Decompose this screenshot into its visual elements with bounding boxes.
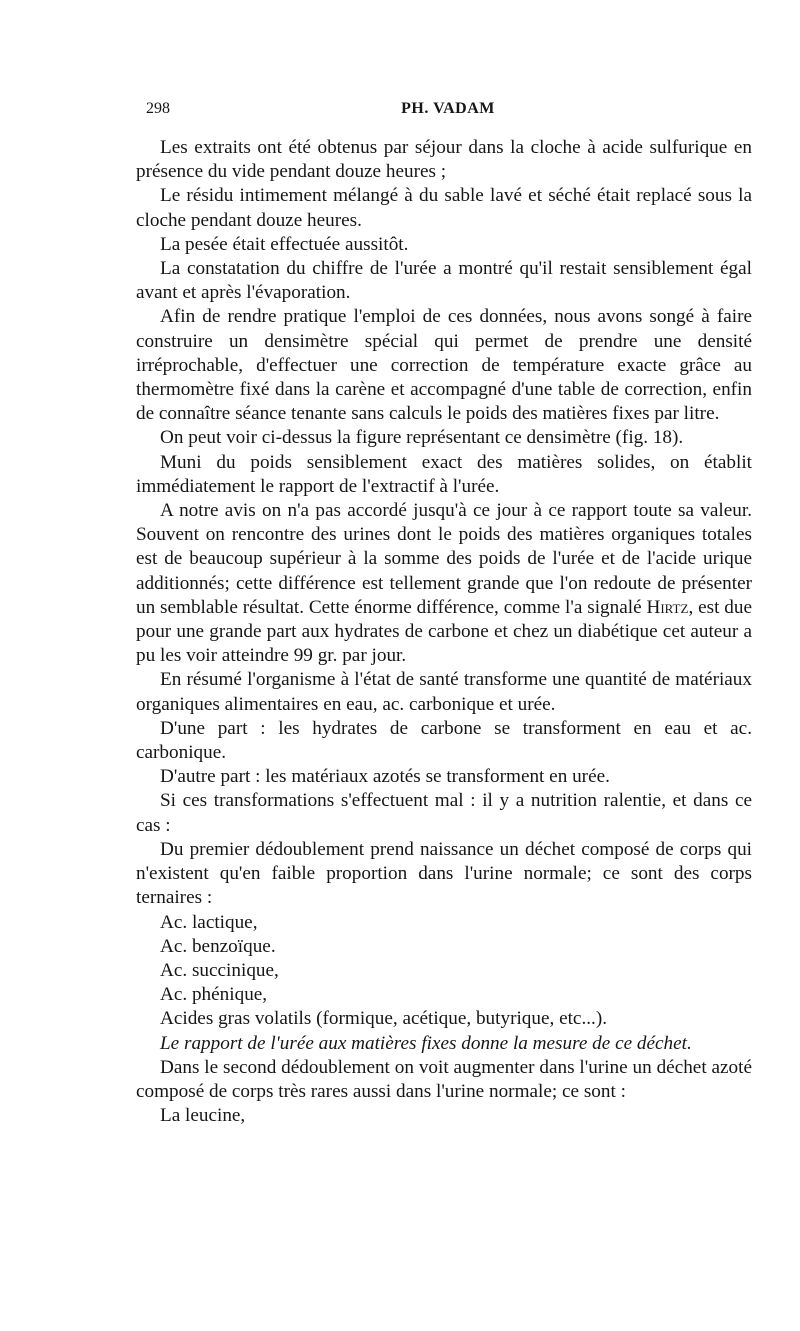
list-item: Ac. lactique, xyxy=(160,911,258,933)
body-text xyxy=(136,136,752,1128)
author-name: Hirtz xyxy=(646,596,689,618)
paragraph: Le résidu intimement mélangé à du sable lavé et séché était replacé sous la cloche pendant douze heures. xyxy=(136,185,752,231)
paragraph xyxy=(136,499,752,668)
paragraph: On peut voir ci-dessus la figure représentant ce densimètre (fig. 18). xyxy=(160,427,684,449)
paragraph: Muni du poids sensiblement exact des matières solides, on établit immédiatement le rapport de l'extractif à l'urée. xyxy=(136,451,752,497)
list-item: La leucine, xyxy=(160,1105,246,1127)
paragraph: La pesée était effectuée aussitôt. xyxy=(160,233,409,255)
list-item: Ac. benzoïque. xyxy=(160,935,276,957)
page-header xyxy=(146,100,750,124)
paragraph: Du premier dédoublement prend naissance un déchet composé de corps qui n'existent qu'en faible proportion dans l'urine normale; ce sont des corps ternaires : xyxy=(136,838,752,909)
list-item: Ac. succinique, xyxy=(160,959,279,981)
paragraph: Dans le second dédoublement on voit augmenter dans l'urine un déchet azoté composé de corps très rares aussi dans l'urine normale; ce sont : xyxy=(136,1056,752,1102)
paragraph: D'une part : les hydrates de carbone se transforment en eau et ac. carbonique. xyxy=(136,717,752,764)
running-head: PH. VADAM xyxy=(401,100,495,117)
italic-paragraph: Le rapport de l'urée aux matières fixes donne la mesure de ce déchet. xyxy=(160,1032,692,1054)
paragraph: En résumé l'organisme à l'état de santé transforme une quantité de matériaux organiques alimentaires en eau, ac. carbonique et urée. xyxy=(136,669,752,715)
list-item: Ac. phénique, xyxy=(160,984,268,1006)
paragraph: D'autre part : les matériaux azotés se transforment en urée. xyxy=(160,766,610,788)
paragraph-text: A notre avis on n'a pas accordé jusqu'à ce jour à ce rapport toute sa valeur. Souvent on rencontre des urines dont le poids des matières organiques totales est de beaucoup supérieur à la somme des poids de l'urée et de l'acide urique additionnés; cette différence est tellement grande que l'on redoute de présenter un semblable résultat. Cette énorme différence, comme l'a signalé xyxy=(136,500,752,618)
paragraph: La constatation du chiffre de l'urée a montré qu'il restait sensiblement égal avant et après l'évaporation. xyxy=(136,258,752,304)
paragraph: Les extraits ont été obtenus par séjour dans la cloche à acide sulfurique en présence du vide pendant douze heures ; xyxy=(136,137,752,183)
page-number: 298 xyxy=(146,100,170,117)
list-item: Acides gras volatils (formique, acétique, butyrique, etc...). xyxy=(160,1008,608,1030)
paragraph: Si ces transformations s'effectuent mal : il y a nutrition ralentie, et dans ce cas : xyxy=(136,790,752,836)
paragraph: Afin de rendre pratique l'emploi de ces données, nous avons songé à faire construire un densimètre spécial qui permet de prendre une densité irréprochable, d'effectuer une correction de température exacte grâce au thermomètre fixé dans la carène et accompagné d'une table de correction, enfin de connaître séance tenante sans calculs le poids des matières fixes par litre. xyxy=(136,306,752,425)
paragraph-text: , est due pour une grande part aux hydrates de carbone et chez un diabétique cet auteur a pu les voir atteindre 99 gr. par jour. xyxy=(136,596,752,667)
